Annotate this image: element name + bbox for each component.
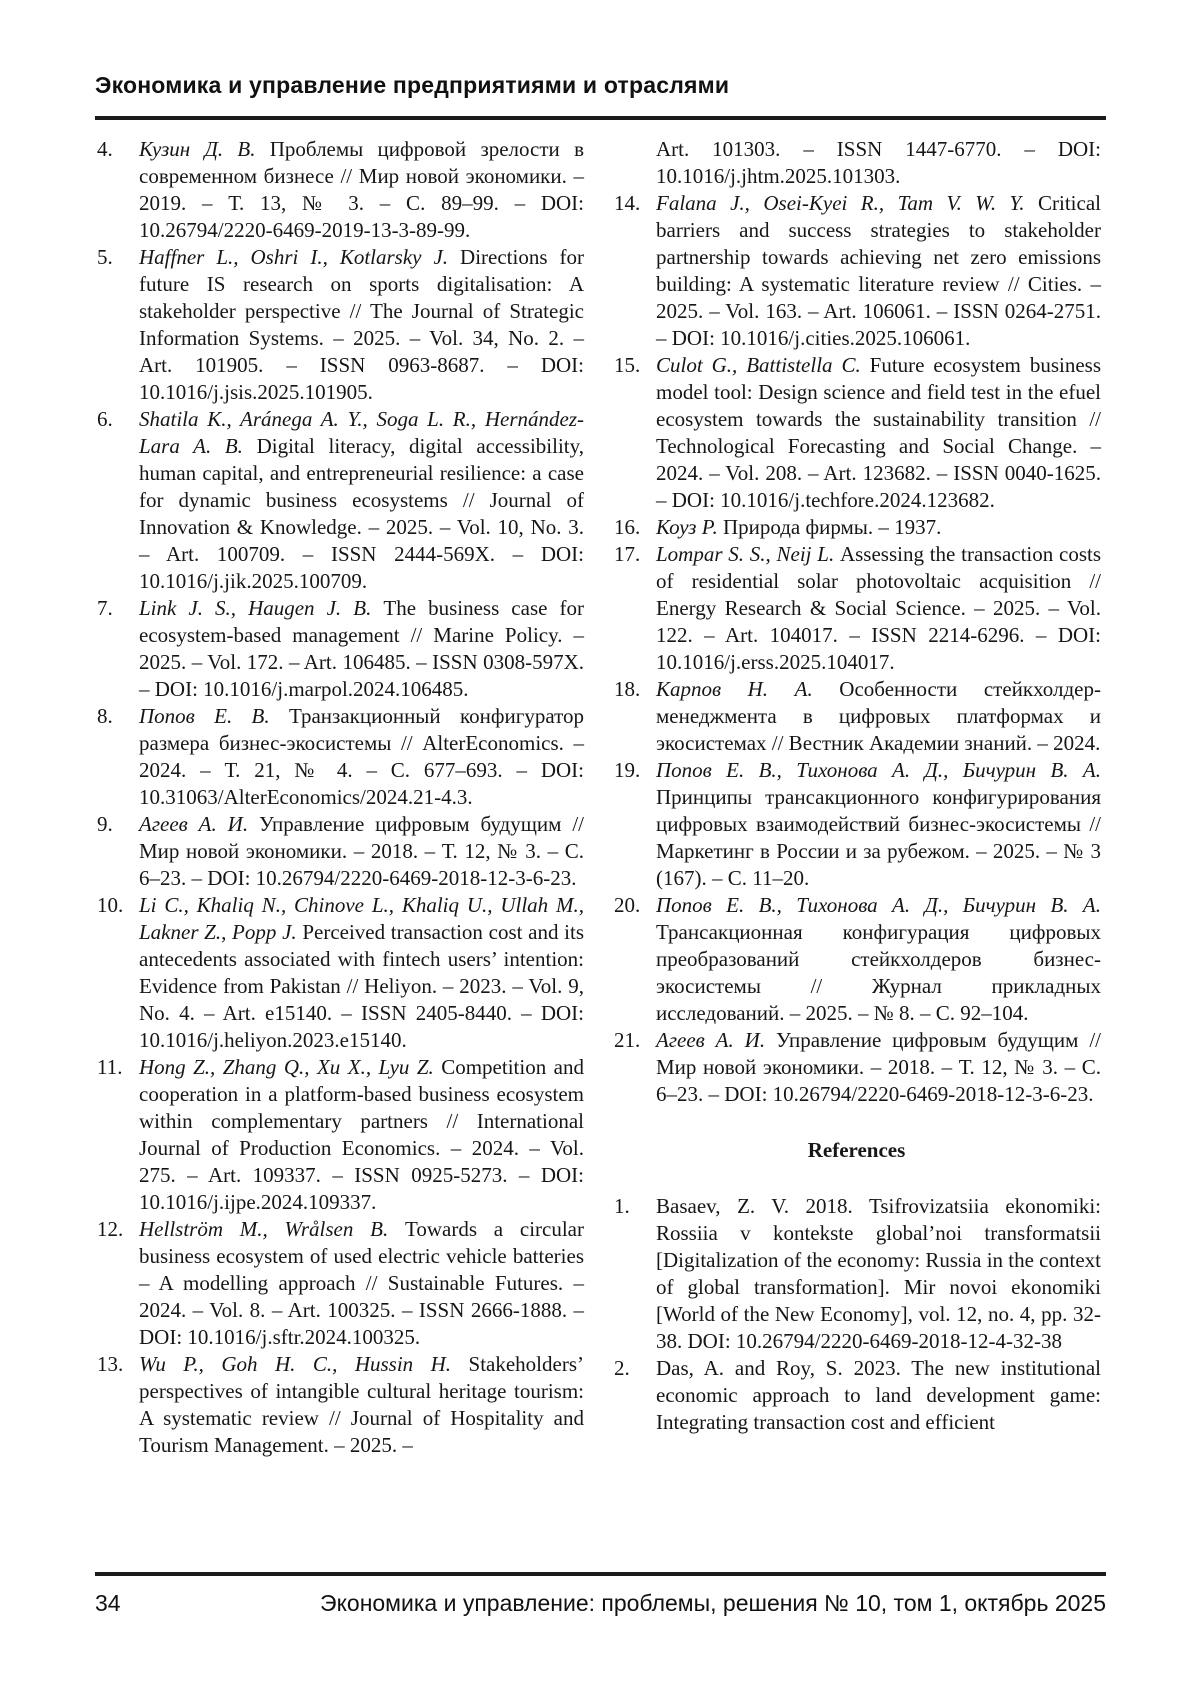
reference-text: Competition and cooperation in a platform-based business ecosystem within complementary partners // International Journal of Production Economics. – 2024. – Vol. 275. – Art. 109337. – ISSN 0925-5273. – DOI: 10.1016/j.ijpe.2024.109337. bbox=[139, 1055, 584, 1214]
reference-authors: Haffner L., Oshri I., Kotlarsky J. bbox=[139, 245, 461, 269]
reference-text: Towards a circular business ecosystem of used electric vehicle batteries – A modelling approach // Sustainable Futures. – 2024. – Vol. 8. – Art. 100325. – ISSN 2666-1888. – DOI: 10.1016/j.sftr.2024.100325. bbox=[139, 1217, 584, 1349]
reference-text: Природа фирмы. – 1937. bbox=[722, 515, 942, 539]
reference-authors: Shatila K., Aránega A. Y., Soga L. R., Hernández-Lara A. B. bbox=[139, 407, 584, 458]
reference-number: 10. bbox=[97, 893, 124, 917]
reference-authors: Hong Z., Zhang Q., Xu X., Lyu Z. bbox=[139, 1055, 442, 1079]
reference-number: 17. bbox=[614, 542, 641, 566]
reference-number: 4. bbox=[97, 137, 113, 161]
reference-item bbox=[612, 1027, 1101, 1108]
reference-text: Принципы трансакционного конфигурирования цифровых взаимодействий бизнес-экосистемы // Маркетинг в России и за рубежом. – 2025. – № 3 (167). – С. 11–20. bbox=[656, 785, 1101, 890]
reference-number: 11. bbox=[97, 1055, 123, 1079]
header-rule bbox=[95, 116, 1106, 120]
reference-text: Digital literacy, digital accessibility, human capital, and entrepreneurial resilience: a case for dynamic business ecosystems // Journal of Innovation & Knowledge. – 2025. – Vol. 10, No. 3. – Art. 100709. – ISSN 2444-569X. – DOI: 10.1016/j.jik.2025.100709. bbox=[139, 434, 584, 593]
references-english-items bbox=[612, 1193, 1101, 1436]
reference-text: Управление цифровым будущим // Мир новой экономики. – 2018. – Т. 12, № 3. – С. 6–23. – DOI: 10.26794/2220-6469-2018-12-3-6-23. bbox=[139, 812, 584, 890]
reference-item bbox=[95, 703, 584, 811]
reference-authors: Попов Е. В., Тихонова А. Д., Бичурин В. А. bbox=[656, 893, 1101, 917]
reference-authors: Link J. S., Haugen J. B. bbox=[139, 596, 384, 620]
reference-number: 21. bbox=[614, 1028, 641, 1052]
reference-item bbox=[612, 352, 1101, 514]
reference-text: Assessing the transaction costs of residential solar photovoltaic acquisition // Energy Research & Social Science. – 2025. – Vol. 122. – Art. 104017. – ISSN 2214-6296. – DOI: 10.1016/j.erss.2025.104017. bbox=[656, 542, 1101, 674]
reference-number: 15. bbox=[614, 353, 641, 377]
reference-authors: Кузин Д. В. bbox=[139, 137, 270, 161]
reference-text: Управление цифровым будущим // Мир новой экономики. – 2018. – Т. 12, № 3. – С. 6–23. – DOI: 10.26794/2220-6469-2018-12-3-6-23. bbox=[656, 1028, 1101, 1106]
reference-item bbox=[612, 892, 1101, 1027]
reference-item bbox=[612, 541, 1101, 676]
bibliography-right-column bbox=[612, 136, 1101, 1436]
reference-item bbox=[95, 1054, 584, 1216]
bibliography-right-items bbox=[612, 136, 1101, 1108]
reference-item bbox=[612, 757, 1101, 892]
reference-item bbox=[95, 1351, 584, 1459]
reference-text: Perceived transaction cost and its antecedents associated with fintech users’ intention: Evidence from Pakistan // Heliyon. – 2023. – Vol. 9, No. 4. – Art. e15140. – ISSN 2405-8440. – DOI: 10.1016/j.heliyon.2023.e15140. bbox=[139, 920, 584, 1052]
reference-item bbox=[612, 1355, 1101, 1436]
reference-number: 7. bbox=[97, 596, 113, 620]
reference-authors: Агеев А. И. bbox=[656, 1028, 776, 1052]
reference-number: 6. bbox=[97, 407, 113, 431]
reference-number: 14. bbox=[614, 191, 641, 215]
reference-text: Трансакционная конфигурация цифровых преобразований стейкхолдеров бизнес-экосистемы // Журнал прикладных исследований. – 2025. – № 8. – С. 92–104. bbox=[656, 920, 1101, 1025]
reference-number: 20. bbox=[614, 893, 641, 917]
reference-item bbox=[612, 190, 1101, 352]
reference-authors: Hellström M., Wrålsen B. bbox=[139, 1217, 405, 1241]
footer-rule bbox=[95, 1572, 1106, 1576]
references-heading: References bbox=[807, 1138, 906, 1162]
reference-text: Особенности стейкхолдер-менеджмента в цифровых платформах и экосистемах // Вестник Академии знаний. – 2024. bbox=[656, 677, 1101, 755]
reference-authors: Карпов Н. А. bbox=[656, 677, 840, 701]
reference-number: 8. bbox=[97, 704, 113, 728]
reference-number: 1. bbox=[614, 1194, 630, 1218]
bibliography-left-column bbox=[95, 136, 584, 1459]
reference-text: Directions for future IS research on sports digitalisation: A stakeholder perspective // The Journal of Strategic Information Systems. – 2025. – Vol. 34, No. 2. – Art. 101905. – ISSN 0963-8687. – DOI: 10.1016/j.jsis.2025.101905. bbox=[139, 245, 585, 404]
reference-text: Stakeholders’ perspectives of intangible cultural heritage tourism: A systematic review // Journal of Hospitality and Tourism Management. – 2025. – bbox=[139, 1352, 584, 1457]
reference-authors: Попов Е. В., Тихонова А. Д., Бичурин В. А. bbox=[656, 758, 1101, 782]
journal-info: Экономика и управление: проблемы, решения № 10, том 1, октябрь 2025 bbox=[320, 1590, 1106, 1616]
reference-number: 9. bbox=[97, 812, 113, 836]
reference-text: Das, A. and Roy, S. 2023. The new institutional economic approach to land development game: Integrating transaction cost and efficient bbox=[656, 1356, 1101, 1434]
reference-number: 2. bbox=[614, 1356, 630, 1380]
reference-text: The business case for ecosystem-based management // Marine Policy. – 2025. – Vol. 172. – Art. 106485. – ISSN 0308-597X. – DOI: 10.1016/j.marpol.2024.106485. bbox=[139, 596, 584, 701]
reference-item bbox=[612, 676, 1101, 757]
reference-authors: Falana J., Osei-Kyei R., Tam V. W. Y. bbox=[656, 191, 1039, 215]
reference-text: Critical barriers and success strategies to stakeholder partnership towards achieving net zero emissions building: A systematic literature review // Cities. – 2025. – Vol. 163. – Art. 106061. – ISSN 0264-2751. – DOI: 10.1016/j.cities.2025.106061. bbox=[656, 191, 1101, 350]
reference-item bbox=[95, 136, 584, 244]
reference-text: Basaev, Z. V. 2018. Tsifrovizatsiia ekonomiki: Rossiia v kontekste global’noi transformatsii [Digitalization of the economy: Russia in the context of global transformation]. Mir novoi ekonomiki [World of the New Economy], vol. 12, no. 4, pp. 32-38. DOI: 10.26794/2220-6469-2018-12-4-32-38 bbox=[656, 1194, 1101, 1353]
reference-number: 5. bbox=[97, 245, 113, 269]
reference-authors: Попов Е. В. bbox=[139, 704, 289, 728]
reference-text: Проблемы цифровой зрелости в современном бизнесе // Мир новой экономики. – 2019. – Т. 13, № 3. – С. 89–99. – DOI: 10.26794/2220-6469-2019-13-3-89-99. bbox=[139, 137, 584, 242]
reference-item bbox=[95, 892, 584, 1054]
reference-text: Future ecosystem business model tool: Design science and field test in the efuel ecosystem towards the sustainability transition // Technological Forecasting and Social Change. – 2024. – Vol. 208. – Art. 123682. – ISSN 0040-1625. – DOI: 10.1016/j.techfore.2024.123682. bbox=[656, 353, 1101, 512]
reference-item bbox=[612, 514, 1101, 541]
reference-item bbox=[95, 244, 584, 406]
reference-authors: Коуз Р. bbox=[656, 515, 723, 539]
reference-item bbox=[95, 811, 584, 892]
reference-number: 19. bbox=[614, 758, 641, 782]
reference-authors: Lompar S. S., Neij L. bbox=[656, 542, 840, 566]
reference-item bbox=[95, 595, 584, 703]
reference-item bbox=[612, 136, 1101, 190]
reference-number: 16. bbox=[614, 515, 641, 539]
reference-text: Art. 101303. – ISSN 1447-6770. – DOI: 10.1016/j.jhtm.2025.101303. bbox=[656, 137, 1101, 188]
reference-number: 13. bbox=[97, 1352, 124, 1376]
reference-item bbox=[612, 1193, 1101, 1355]
reference-authors: Агеев А. И. bbox=[139, 812, 259, 836]
reference-authors: Culot G., Battistella C. bbox=[656, 353, 870, 377]
reference-number: 12. bbox=[97, 1217, 124, 1241]
reference-text: Транзакционный конфигуратор размера бизнес-экосистемы // AlterEconomics. – 2024. – Т. 21, № 4. – С. 677–693. – DOI: 10.31063/AlterEconomics/2024.21-4.3. bbox=[139, 704, 585, 809]
reference-authors: Wu P., Goh H. C., Hussin H. bbox=[139, 1352, 469, 1376]
footer bbox=[95, 1590, 1106, 1617]
reference-item bbox=[95, 1216, 584, 1351]
reference-item bbox=[95, 406, 584, 595]
reference-authors: Li C., Khaliq N., Chinove L., Khaliq U., Ullah M., Lakner Z., Popp J. bbox=[139, 893, 584, 944]
page-number: 34 bbox=[95, 1590, 121, 1616]
running-head: Экономика и управление предприятиями и отраслями bbox=[95, 72, 730, 98]
reference-number: 18. bbox=[614, 677, 641, 701]
